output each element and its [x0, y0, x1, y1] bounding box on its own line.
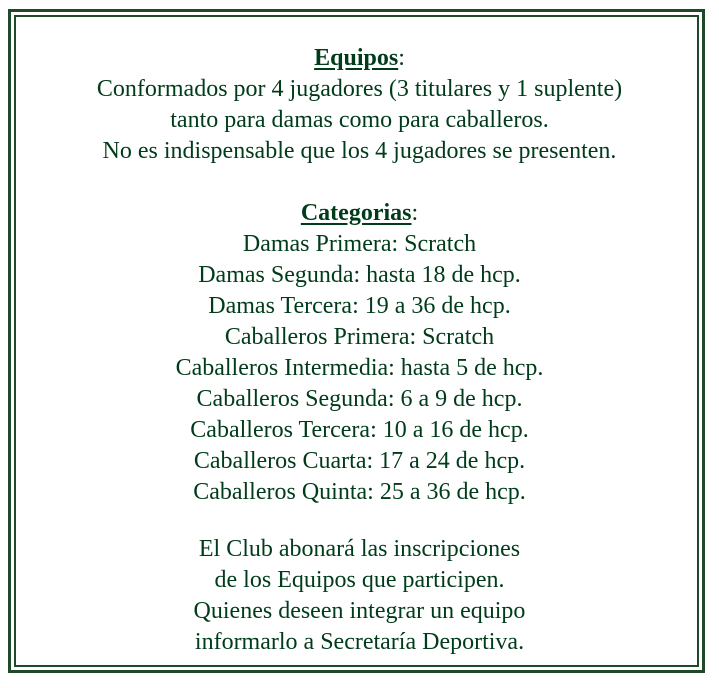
equipos-line-1: Conformados por 4 jugadores (3 titulares y 1 suplente): [96, 76, 623, 102]
categorias-heading-colon: :: [411, 200, 419, 226]
section-spacer: [16, 508, 703, 534]
categoria-caballeros-primera: Caballeros Primera: Scratch: [224, 324, 495, 350]
club-line-1: El Club abonará las inscripciones: [198, 536, 521, 562]
section-spacer: [16, 167, 703, 198]
categoria-damas-tercera: Damas Tercera: 19 a 36 de hcp.: [208, 293, 511, 319]
categoria-caballeros-segunda: Caballeros Segunda: 6 a 9 de hcp.: [196, 386, 523, 412]
categoria-caballeros-cuarta: Caballeros Cuarta: 17 a 24 de hcp.: [193, 448, 526, 474]
equipos-heading-text: Equipos: [314, 45, 399, 71]
club-line-3: Quienes deseen integrar un equipo: [193, 598, 526, 624]
categoria-caballeros-quinta: Caballeros Quinta: 25 a 36 de hcp.: [193, 479, 526, 505]
equipos-line-3: No es indispensable que los 4 jugadores se presenten.: [102, 138, 617, 164]
categoria-damas-segunda: Damas Segunda: hasta 18 de hcp.: [198, 262, 521, 288]
categoria-caballeros-intermedia: Caballeros Intermedia: hasta 5 de hcp.: [175, 355, 544, 381]
categoria-caballeros-tercera: Caballeros Tercera: 10 a 16 de hcp.: [190, 417, 529, 443]
categorias-heading: [16, 198, 703, 229]
notice-content: [16, 43, 703, 658]
club-line-2: de los Equipos que participen.: [214, 567, 505, 593]
categorias-heading-text: Categorias: [300, 200, 412, 226]
equipos-line-2: tanto para damas como para caballeros.: [170, 107, 549, 133]
categoria-damas-primera: Damas Primera: Scratch: [242, 231, 477, 257]
equipos-heading: [16, 43, 703, 74]
club-line-4: informarlo a Secretaría Deportiva.: [194, 629, 525, 655]
equipos-heading-colon: :: [398, 45, 405, 71]
